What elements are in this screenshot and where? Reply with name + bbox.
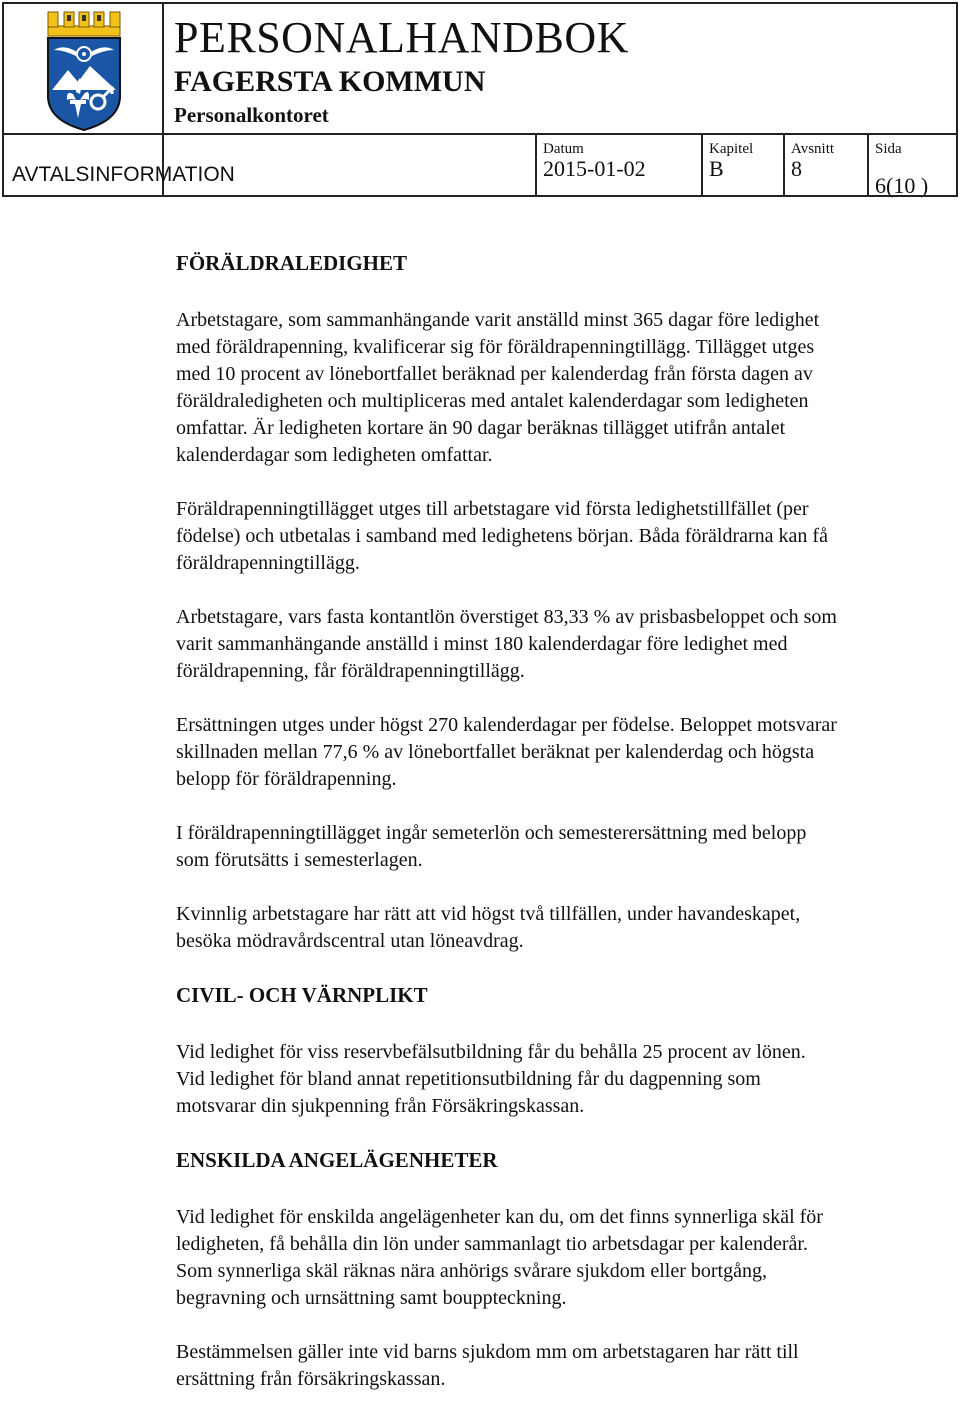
paragraph — [176, 1039, 956, 1120]
paragraph — [176, 712, 956, 793]
page-label: Sida — [875, 141, 902, 157]
paragraph — [176, 1339, 956, 1393]
text-line: Vid ledighet för viss reservbefälsutbildning får du behålla 25 procent av lönen. — [176, 1041, 806, 1063]
paragraph — [176, 820, 956, 874]
text-line: Arbetstagare, vars fasta kontantlön överstiget 83,33 % av prisbasbeloppet och som — [176, 606, 837, 628]
text-line: besöka mödravårdscentral utan löneavdrag. — [176, 930, 524, 952]
document-header — [2, 2, 958, 197]
document-body — [176, 250, 956, 1420]
text-line: Bestämmelsen gäller inte vid barns sjukdom mm om arbetstagaren har rätt till — [176, 1341, 799, 1363]
coat-of-arms-icon — [42, 8, 126, 132]
text-line: föräldraledigheten och multipliceras med antalet kalenderdagar som ledigheten — [176, 390, 809, 412]
text-line: med föräldrapenning, kvalificerar sig för föräldrapenningtillägg. Tillägget utges — [176, 336, 815, 358]
chapter-value: B — [709, 156, 724, 181]
text-line: motsvarar din sjukpenning från Försäkringskassan. — [176, 1095, 585, 1117]
paragraph — [176, 604, 956, 685]
text-line: Vid ledighet för enskilda angelägenheter kan du, om det finns synnerliga skäl för — [176, 1206, 823, 1228]
paragraph — [176, 901, 956, 955]
header-divider — [867, 133, 869, 195]
document-type: AVTALSINFORMATION — [12, 163, 235, 186]
text-line: belopp för föräldrapenning. — [176, 768, 397, 790]
text-line: ersättning från försäkringskassan. — [176, 1368, 446, 1390]
date-value: 2015-01-02 — [543, 156, 646, 181]
crown-icon — [48, 12, 120, 36]
section-label: Avsnitt — [791, 141, 835, 157]
text-line: varit sammanhängande anställd i minst 180 kalenderdagar före ledighet med — [176, 633, 788, 655]
paragraph — [176, 307, 956, 469]
section-heading: ENSKILDA ANGELÄGENHETER — [176, 1148, 498, 1172]
text-line: begravning och urnsättning samt bouppteckning. — [176, 1287, 567, 1309]
organization-name: FAGERSTA KOMMUN — [174, 65, 486, 98]
text-line: Som synnerliga skäl räknas nära anhörigs svårare sjukdom eller bortgång, — [176, 1260, 767, 1282]
text-line: Kvinnlig arbetstagare har rätt att vid högst två tillfällen, under havandeskapet, — [176, 903, 801, 925]
text-line: Vid ledighet för bland annat repetitionsutbildning får du dagpenning som — [176, 1068, 761, 1090]
text-line: I föräldrapenningtillägget ingår semeterlön och semesterersättning med belopp — [176, 822, 807, 844]
paragraph — [176, 496, 956, 577]
section-value: 8 — [791, 156, 802, 181]
text-line: skillnaden mellan 77,6 % av lönebortfallet beräknat per kalenderdag och högsta — [176, 741, 815, 763]
logo-cell — [4, 4, 162, 135]
text-line: föräldrapenningtillägg. — [176, 552, 360, 574]
text-line: Arbetstagare, som sammanhängande varit anställd minst 365 dagar före ledighet — [176, 309, 820, 331]
date-label: Datum — [543, 141, 584, 157]
section-heading: CIVIL- OCH VÄRNPLIKT — [176, 983, 428, 1007]
text-line: som förutsätts i semesterlagen. — [176, 849, 423, 871]
header-divider — [535, 133, 537, 195]
page-number: 6(10 ) — [875, 173, 929, 198]
text-line: omfattar. Är ledigheten kortare än 90 dagar beräknas tillägget utifrån antalet — [176, 417, 786, 439]
handbook-title: PERSONALHANDBOK — [174, 13, 629, 62]
section-heading: FÖRÄLDRALEDIGHET — [176, 251, 408, 275]
text-line: ledigheten, få behålla din lön under sammanlagt tio arbetsdagar per kalenderår. — [176, 1233, 808, 1255]
department-name: Personalkontoret — [174, 103, 329, 127]
header-divider — [701, 133, 703, 195]
paragraph — [176, 1204, 956, 1312]
text-line: Ersättningen utges under högst 270 kalenderdagar per födelse. Beloppet motsvarar — [176, 714, 837, 736]
chapter-label: Kapitel — [709, 141, 754, 157]
text-line: föräldrapenning, får föräldrapenningtillägg. — [176, 660, 525, 682]
text-line: födelse) och utbetalas i samband med ledighetens början. Båda föräldrarna kan få — [176, 525, 828, 547]
text-line: kalenderdagar som ledigheten omfattar. — [176, 444, 493, 466]
text-line: med 10 procent av lönebortfallet beräknad per kalenderdag från första dagen av — [176, 363, 813, 385]
text-line: Föräldrapenningtillägget utges till arbetstagare vid första ledighetstillfället (per — [176, 498, 809, 520]
header-divider — [783, 133, 785, 195]
